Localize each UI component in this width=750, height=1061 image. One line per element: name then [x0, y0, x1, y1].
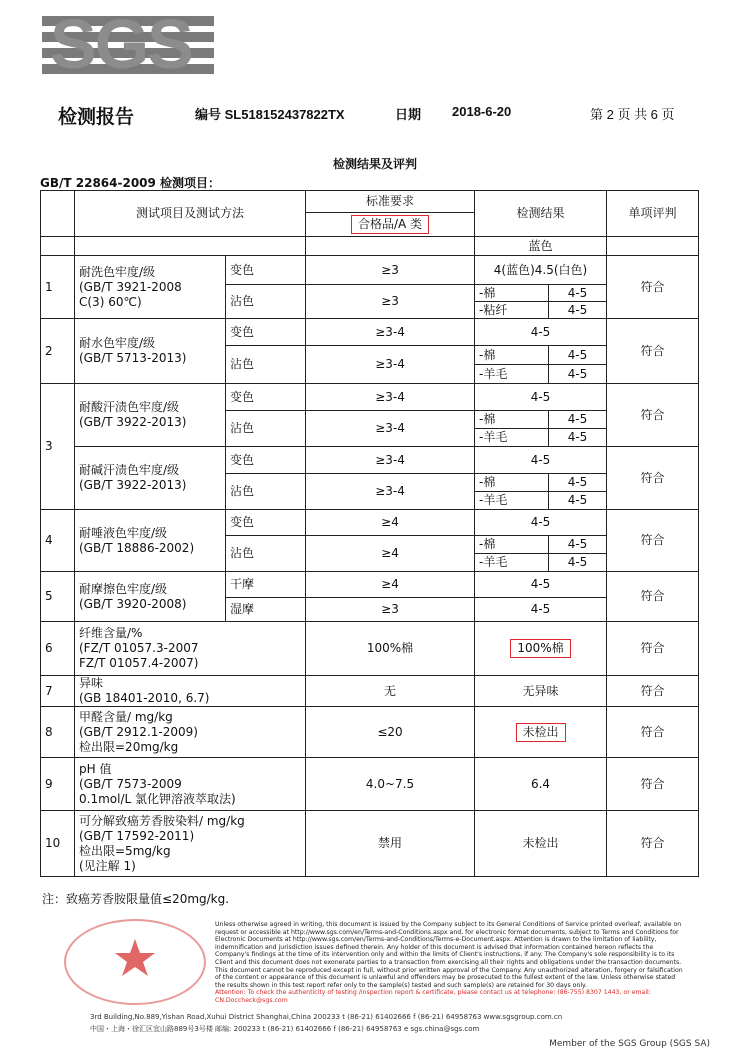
- evaluation: 符合: [607, 676, 699, 707]
- page-number: 第 2 页 共 6 页: [590, 107, 675, 122]
- row-number: 4: [41, 510, 75, 572]
- row-number: 10: [41, 811, 75, 877]
- section-title: 检测结果及评判: [332, 157, 417, 171]
- evaluation: 符合: [607, 447, 699, 510]
- evaluation: 符合: [607, 572, 699, 622]
- evaluation: 符合: [607, 510, 699, 572]
- row-number: 1: [41, 256, 75, 319]
- evaluation: 符合: [607, 256, 699, 319]
- test-item: 甲醛含量/ mg/kg (GB/T 2912.1-2009) 检出限=20mg/kg: [75, 707, 306, 758]
- results-table: 测试项目及测试方法 标准要求 检测结果 单项评判 合格品/A 类 蓝色 1 耐洗色牢度/级 (GB/T 3921-2008 C(3) 60℃) 变色 ≥3 4(蓝色)4.5(白色) 符合 沾色 ≥3 -棉 4-5 -粘纤 4-5 2 耐水色牢度/级 (GB/T 5713-2013) 变色 ≥3-4 4-5 符合 沾色 ≥3-4 -棉 4-5 -羊毛 4-5 3 耐酸汗渍色牢度/级 (GB/T 3922-2013) 变色 ≥3-4 4-5 符合 沾色 ≥3-4 -棉 4-5 -羊毛 4-5 耐碱汗渍色牢度/级 (GB/T 3922-2013) 变色 ≥3-4 4-5 符合 沾色 ≥3-4 -棉 4-5 -羊毛 4-5 4 耐唾液色牢度/级 (GB/T 18886-2002) 变色 ≥4 4-5 符合 沾色 ≥4 -棉 4-5 -羊毛 4-5 5 耐摩擦色牢度/级 (GB/T 3920-2008) 干摩 ≥4 4-5 符合 湿摩 ≥3 4-5 6 纤维含量/% (FZ/T 01057.3-2007 FZ/T 01057.4-2007) 100%棉 100%棉 符合 7 异味 (GB 18401-2010, 6.7) 无 无异味 符合 8 甲醛含量/ mg/kg (GB/T 2912.1-2009) 检出限=20mg/kg ≤20 未检出 符合 9 pH 值 (GB/T 7573-2009 0.1mol/L 氯化钾溶液萃取法) 4.0~7.5 6.4 符合 10 可分解致癌芳香胺染料/ mg/kg (GB/T 17592-2011) 检出限=5mg/kg (见注解 1) 禁用 未检出 符合: [40, 190, 699, 877]
- test-item: 异味 (GB 18401-2010, 6.7): [75, 676, 306, 707]
- header-evaluation: 单项评判: [607, 191, 699, 237]
- address: 3rd Building,No.889,Yishan Road,Xuhui District Shanghai,China 200233 t (86-21) 61402666 f (86-21) 64958763 www.sgsgroup.com.cn 中国・上海・徐汇区宜山路889号3号楼 邮编: 200233 t (86-21) 61402666 f (86-21) 64958763 e sgs.china@sgs.com: [90, 1013, 563, 1033]
- test-item: 耐碱汗渍色牢度/级 (GB/T 3922-2013): [75, 447, 226, 510]
- header-requirement: 标准要求: [306, 191, 475, 213]
- logo-text: SGS: [50, 5, 192, 83]
- footer: [0, 915, 750, 1061]
- legal-text: Unless otherwise agreed in writing, this document is issued by the Company subject to its General Conditions of Service printed overleaf, available on request or accessible at http://www.sgs.com/en/Terms-and-Conditions.aspx and, for electronic format documents, subject to Terms and Conditions for Electronic Documents at http://www.sgs.com/en/Terms-and-Conditions/Terms-e-Document.aspx. Attention is drawn to the limitation of liability, indemnification and jurisdiction issues defined therein. Any holder of this document is advised that information contained hereon reflects the Company's findings at the time of its intervention only and within the limits of Client's instructions, if any. The Company's sole responsibility is to its Client and this document does not exonerate parties to a transaction from exercising all their rights and obligations under the transaction documents. This document cannot be reproduced except in full, without prior written approval of the Company. Any unauthorized alteration, forgery or falsification of the content or appearance of this document is unlawful and offenders may be prosecuted to the fullest extent of the law. Unless otherwise stated the results shown in this test report refer only to the sample(s) tested and such sample(s) are retained for 30 days only. Attention: To check the authenticity of testing /inspection report & certificate, please contact us at telephone: (86-755) 8307 1443, or email: CN.Doccheck@sgs.com: [215, 921, 685, 1005]
- evaluation: 符合: [607, 758, 699, 811]
- row-number: 6: [41, 622, 75, 676]
- header-result: 检测结果: [475, 191, 607, 237]
- formaldehyde-result-highlight: 未检出: [516, 723, 566, 742]
- test-item: 耐水色牢度/级 (GB/T 5713-2013): [75, 319, 226, 384]
- row-number: 7: [41, 676, 75, 707]
- test-item: 耐洗色牢度/级 (GB/T 3921-2008 C(3) 60℃): [75, 256, 226, 319]
- test-item: pH 值 (GB/T 7573-2009 0.1mol/L 氯化钾溶液萃取法): [75, 758, 306, 811]
- test-item: 耐摩擦色牢度/级 (GB/T 3920-2008): [75, 572, 226, 622]
- test-item: 耐唾液色牢度/级 (GB/T 18886-2002): [75, 510, 226, 572]
- header-item: 测试项目及测试方法: [75, 191, 306, 237]
- grade-highlight: 合格品/A 类: [351, 215, 429, 234]
- sgs-logo: [42, 5, 217, 83]
- evaluation: 符合: [607, 384, 699, 447]
- evaluation: 符合: [607, 707, 699, 758]
- standard-title: GB/T 22864-2009 检测项目：: [40, 176, 221, 190]
- official-seal-icon: [60, 917, 210, 1007]
- row-number: 3: [41, 384, 75, 510]
- evaluation: 符合: [607, 622, 699, 676]
- row-number: 5: [41, 572, 75, 622]
- member-text: Member of the SGS Group (SGS SA): [549, 1039, 710, 1049]
- test-item: 耐酸汗渍色牢度/级 (GB/T 3922-2013): [75, 384, 226, 447]
- evaluation: 符合: [607, 319, 699, 384]
- test-item: 可分解致癌芳香胺染料/ mg/kg (GB/T 17592-2011) 检出限=5mg/kg (见注解 1): [75, 811, 306, 877]
- evaluation: 符合: [607, 811, 699, 877]
- date-label: 日期: [395, 107, 422, 122]
- attention-text: Attention: To check the authenticity of testing /inspection report & certificate, please contact us at telephone: (86-755) 8307 1443, or email: CN.Doccheck@sgs.com: [215, 989, 651, 1004]
- sample-color: 蓝色: [475, 237, 607, 256]
- footnote: 注：致癌芳香胺限量值≤20mg/kg.: [42, 892, 230, 906]
- report-title: 检测报告: [58, 107, 135, 128]
- row-number: 2: [41, 319, 75, 384]
- fiber-result-highlight: 100%棉: [510, 639, 570, 658]
- test-item: 纤维含量/% (FZ/T 01057.3-2007 FZ/T 01057.4-2007): [75, 622, 306, 676]
- row-number: 8: [41, 707, 75, 758]
- report-date: 2018-6-20: [452, 104, 512, 119]
- report-number: 编号 SL518152437822TX: [195, 107, 345, 122]
- row-number: 9: [41, 758, 75, 811]
